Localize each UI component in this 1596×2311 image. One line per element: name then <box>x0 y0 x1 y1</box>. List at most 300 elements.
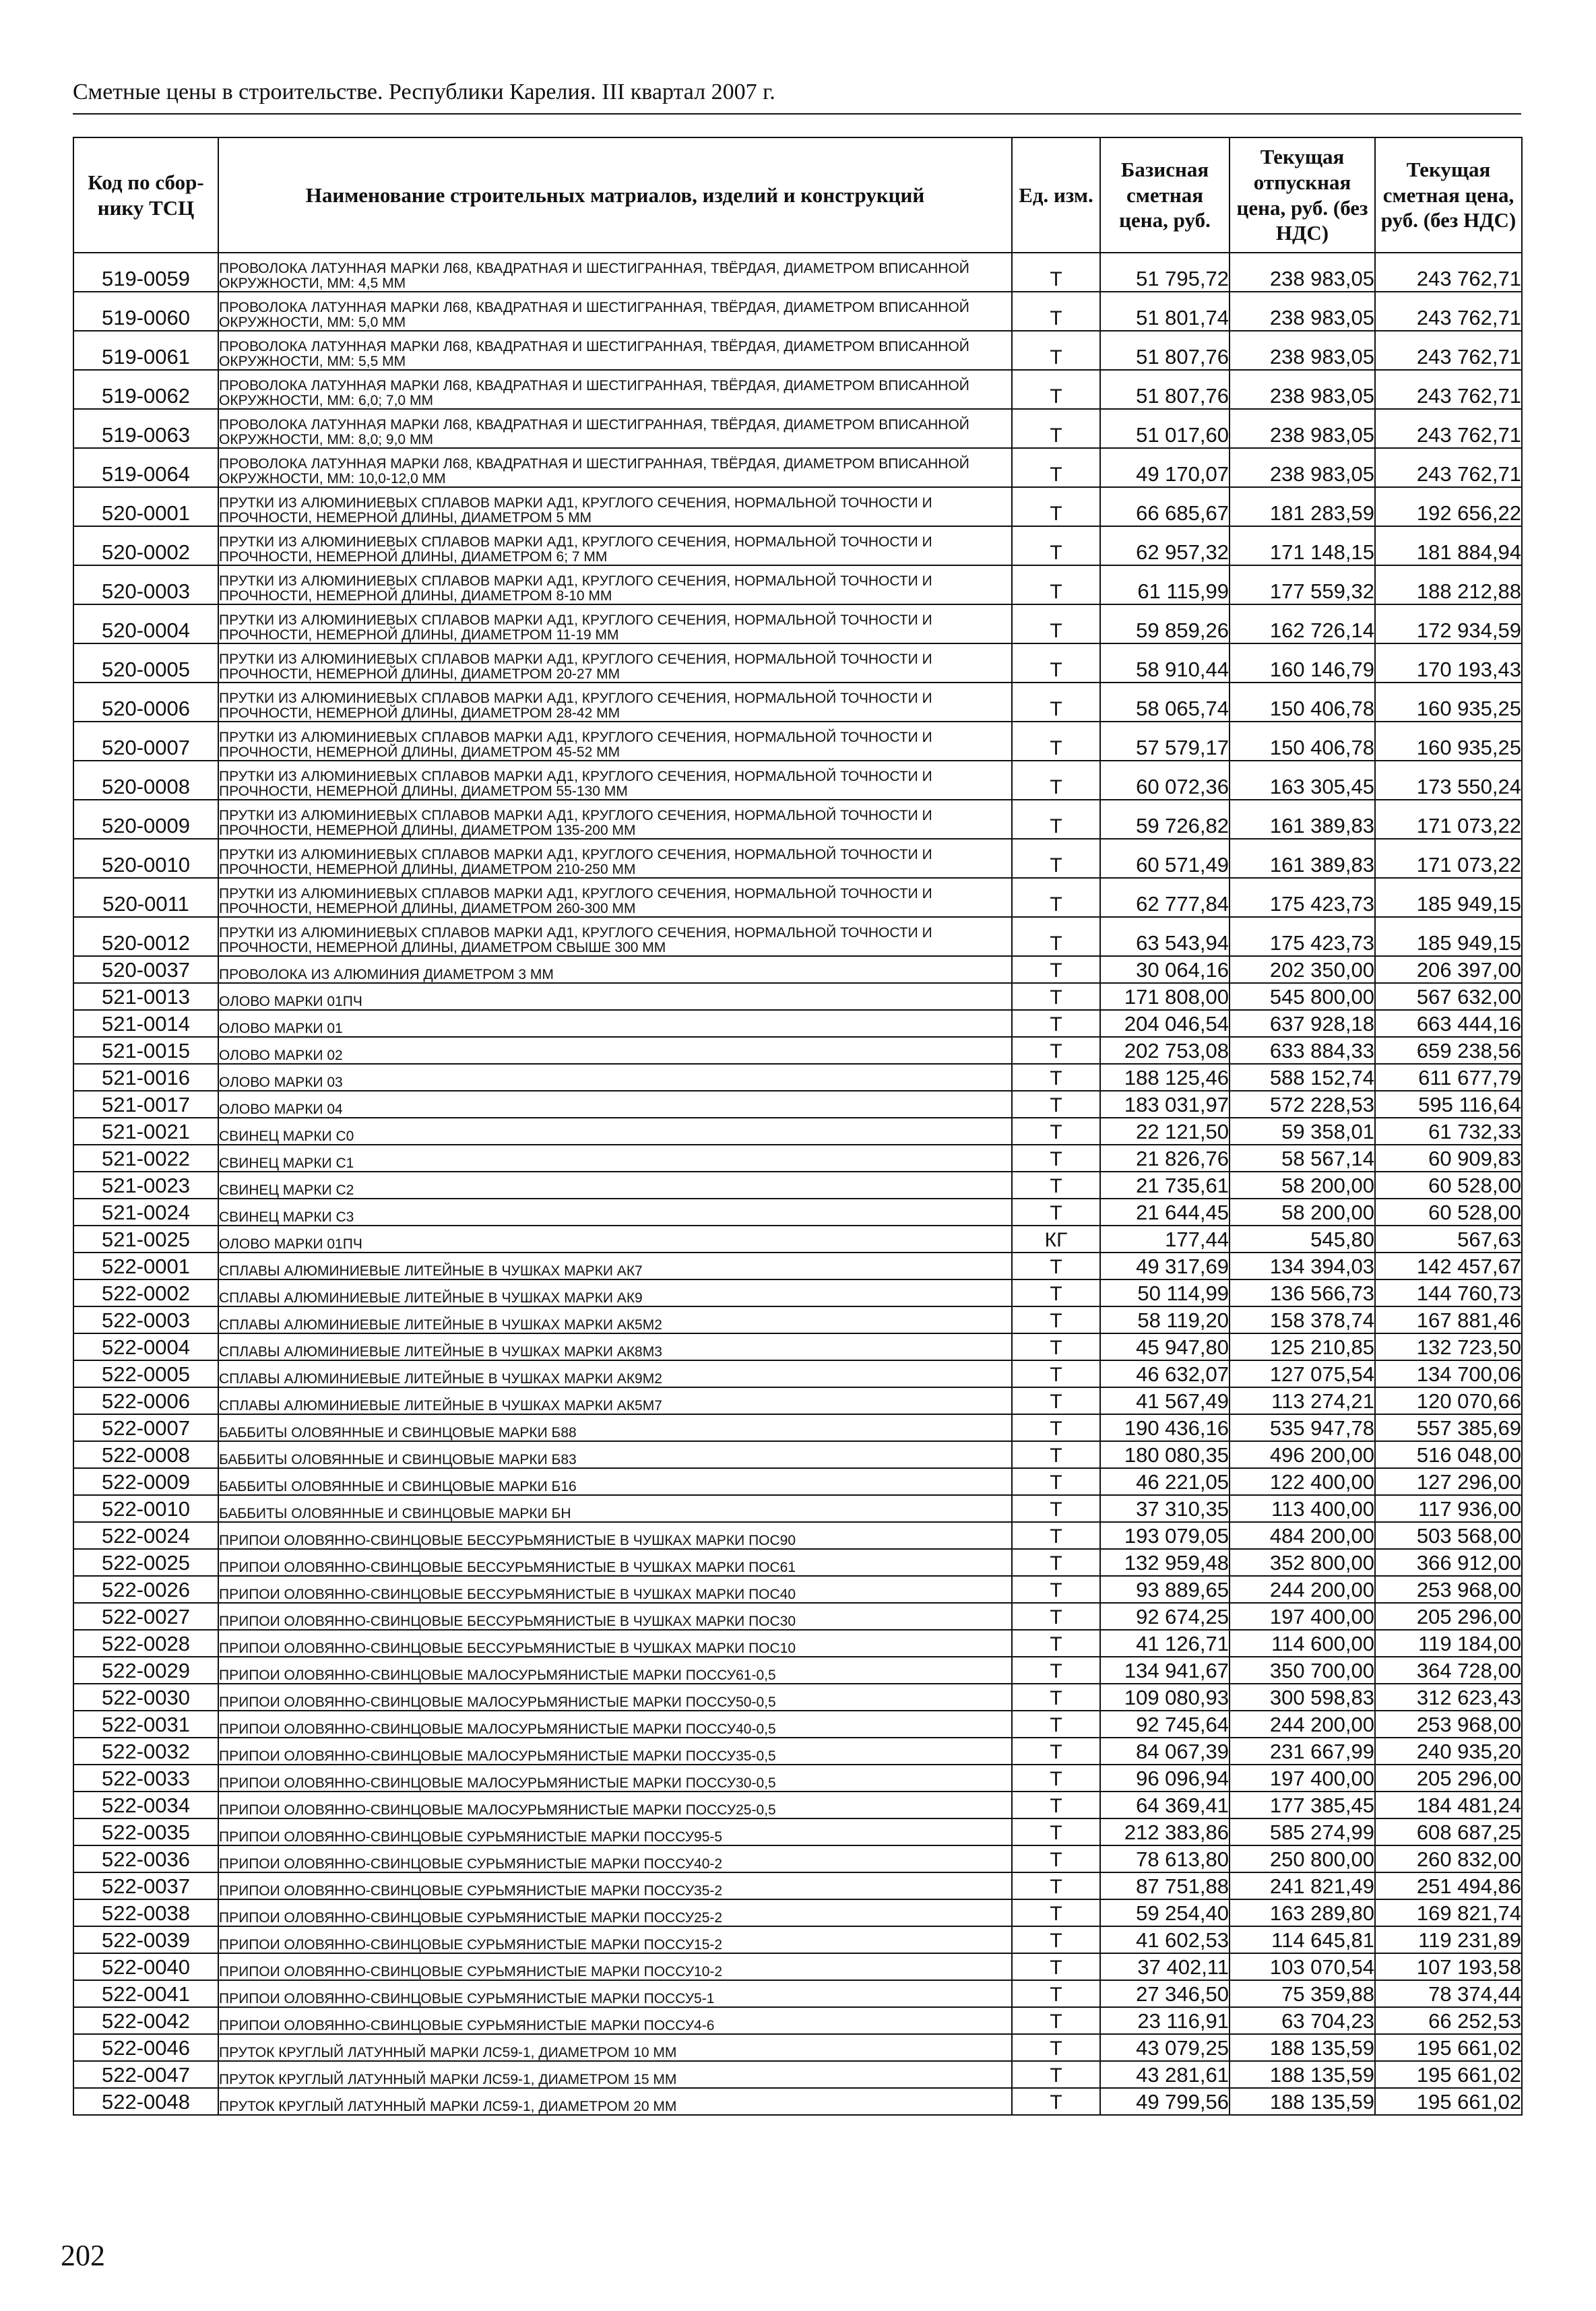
cell-release-price: 188 135,59 <box>1230 2088 1375 2115</box>
table-row <box>73 1818 1522 1845</box>
cell-release-price: 188 135,59 <box>1230 2034 1375 2061</box>
table-row <box>73 800 1522 839</box>
cell-estimate-price: 167 881,46 <box>1375 1306 1522 1333</box>
cell-base-price: 22 121,50 <box>1100 1118 1230 1145</box>
cell-estimate-price: 119 231,89 <box>1375 1926 1522 1953</box>
table-row <box>73 409 1522 448</box>
cell-name: БАББИТЫ ОЛОВЯННЫЕ И СВИНЦОВЫЕ МАРКИ Б16 <box>218 1468 1012 1495</box>
cell-base-price: 193 079,05 <box>1100 1522 1230 1549</box>
cell-unit: Т <box>1012 2088 1100 2115</box>
cell-unit: Т <box>1012 1333 1100 1360</box>
cell-unit: Т <box>1012 1792 1100 1818</box>
table-row <box>73 1037 1522 1064</box>
cell-estimate-price: 172 934,59 <box>1375 604 1522 643</box>
cell-release-price: 352 800,00 <box>1230 1549 1375 1576</box>
cell-estimate-price: 195 661,02 <box>1375 2034 1522 2061</box>
cell-name: ПРОВОЛОКА ИЗ АЛЮМИНИЯ ДИАМЕТРОМ 3 ММ <box>218 956 1012 983</box>
table-row <box>73 2088 1522 2115</box>
table-row <box>73 761 1522 800</box>
cell-estimate-price: 364 728,00 <box>1375 1657 1522 1684</box>
cell-estimate-price: 170 193,43 <box>1375 643 1522 683</box>
cell-code: 522-0010 <box>73 1495 218 1522</box>
cell-name: СВИНЕЦ МАРКИ С2 <box>218 1172 1012 1199</box>
cell-estimate-price: 260 832,00 <box>1375 1845 1522 1872</box>
cell-unit: Т <box>1012 2061 1100 2088</box>
cell-base-price: 51 795,72 <box>1100 253 1230 292</box>
cell-code: 520-0008 <box>73 761 218 800</box>
cell-name: ПРОВОЛОКА ЛАТУННАЯ МАРКИ Л68, КВАДРАТНАЯ И ШЕСТИГРАННАЯ, ТВЁРДАЯ, ДИАМЕТРОМ ВПИСАННОЙ ОКРУЖНОСТИ, ММ: 4,5 ММ <box>218 253 1012 292</box>
cell-base-price: 37 310,35 <box>1100 1495 1230 1522</box>
cell-unit: Т <box>1012 1711 1100 1738</box>
table-row <box>73 2034 1522 2061</box>
cell-code: 522-0048 <box>73 2088 218 2115</box>
cell-unit: Т <box>1012 1657 1100 1684</box>
cell-name: СПЛАВЫ АЛЮМИНИЕВЫЕ ЛИТЕЙНЫЕ В ЧУШКАХ МАРКИ АК9М2 <box>218 1360 1012 1387</box>
cell-name: СПЛАВЫ АЛЮМИНИЕВЫЕ ЛИТЕЙНЫЕ В ЧУШКАХ МАРКИ АК8М3 <box>218 1333 1012 1360</box>
cell-estimate-price: 240 935,20 <box>1375 1738 1522 1765</box>
cell-base-price: 49 799,56 <box>1100 2088 1230 2115</box>
cell-code: 522-0031 <box>73 1711 218 1738</box>
cell-code: 521-0015 <box>73 1037 218 1064</box>
cell-code: 519-0060 <box>73 292 218 331</box>
cell-base-price: 92 674,25 <box>1100 1603 1230 1630</box>
cell-code: 522-0006 <box>73 1387 218 1414</box>
cell-unit: Т <box>1012 604 1100 643</box>
table-row <box>73 1549 1522 1576</box>
cell-unit: Т <box>1012 253 1100 292</box>
table-row <box>73 1926 1522 1953</box>
cell-unit: Т <box>1012 1765 1100 1792</box>
cell-base-price: 43 281,61 <box>1100 2061 1230 2088</box>
cell-unit: Т <box>1012 1872 1100 1899</box>
cell-estimate-price: 663 444,16 <box>1375 1010 1522 1037</box>
cell-base-price: 21 735,61 <box>1100 1172 1230 1199</box>
cell-unit: Т <box>1012 292 1100 331</box>
cell-unit: Т <box>1012 1387 1100 1414</box>
cell-estimate-price: 171 073,22 <box>1375 839 1522 878</box>
cell-base-price: 46 632,07 <box>1100 1360 1230 1387</box>
cell-name: ПРИПОИ ОЛОВЯННО-СВИНЦОВЫЕ СУРЬМЯНИСТЫЕ МАРКИ ПОССУ10-2 <box>218 1953 1012 1980</box>
cell-code: 522-0038 <box>73 1899 218 1926</box>
table-row <box>73 956 1522 983</box>
table-row <box>73 1522 1522 1549</box>
table-row <box>73 565 1522 604</box>
table-row <box>73 1226 1522 1253</box>
cell-unit: Т <box>1012 2034 1100 2061</box>
table-row <box>73 1199 1522 1226</box>
cell-release-price: 163 289,80 <box>1230 1899 1375 1926</box>
cell-code: 522-0042 <box>73 2007 218 2034</box>
cell-release-price: 175 423,73 <box>1230 917 1375 956</box>
cell-name: БАББИТЫ ОЛОВЯННЫЕ И СВИНЦОВЫЕ МАРКИ БН <box>218 1495 1012 1522</box>
cell-estimate-price: 160 935,25 <box>1375 683 1522 722</box>
cell-base-price: 46 221,05 <box>1100 1468 1230 1495</box>
cell-base-price: 51 807,76 <box>1100 331 1230 370</box>
cell-code: 520-0001 <box>73 487 218 526</box>
cell-base-price: 21 644,45 <box>1100 1199 1230 1226</box>
table-row <box>73 722 1522 761</box>
cell-code: 522-0040 <box>73 1953 218 1980</box>
cell-unit: Т <box>1012 370 1100 409</box>
cell-name: ОЛОВО МАРКИ 01 <box>218 1010 1012 1037</box>
cell-name: ПРУТОК КРУГЛЫЙ ЛАТУННЫЙ МАРКИ ЛС59-1, ДИАМЕТРОМ 10 ММ <box>218 2034 1012 2061</box>
cell-release-price: 75 359,88 <box>1230 1980 1375 2007</box>
cell-code: 522-0036 <box>73 1845 218 1872</box>
cell-release-price: 136 566,73 <box>1230 1279 1375 1306</box>
cell-release-price: 545,80 <box>1230 1226 1375 1253</box>
cell-unit: Т <box>1012 1603 1100 1630</box>
cell-base-price: 180 080,35 <box>1100 1441 1230 1468</box>
cell-release-price: 161 389,83 <box>1230 800 1375 839</box>
cell-base-price: 202 753,08 <box>1100 1037 1230 1064</box>
cell-release-price: 127 075,54 <box>1230 1360 1375 1387</box>
cell-base-price: 62 777,84 <box>1100 878 1230 917</box>
table-row <box>73 683 1522 722</box>
cell-name: ПРОВОЛОКА ЛАТУННАЯ МАРКИ Л68, КВАДРАТНАЯ И ШЕСТИГРАННАЯ, ТВЁРДАЯ, ДИАМЕТРОМ ВПИСАННОЙ ОКРУЖНОСТИ, ММ: 8,0; 9,0 ММ <box>218 409 1012 448</box>
table-row <box>73 1468 1522 1495</box>
cell-base-price: 59 254,40 <box>1100 1899 1230 1926</box>
cell-base-price: 132 959,48 <box>1100 1549 1230 1576</box>
cell-base-price: 43 079,25 <box>1100 2034 1230 2061</box>
cell-name: ПРИПОИ ОЛОВЯННО-СВИНЦОВЫЕ МАЛОСУРЬМЯНИСТЫЕ МАРКИ ПОССУ25-0,5 <box>218 1792 1012 1818</box>
cell-estimate-price: 173 550,24 <box>1375 761 1522 800</box>
cell-name: ПРИПОИ ОЛОВЯННО-СВИНЦОВЫЕ БЕССУРЬМЯНИСТЫЕ В ЧУШКАХ МАРКИ ПОС61 <box>218 1549 1012 1576</box>
cell-estimate-price: 567 632,00 <box>1375 983 1522 1010</box>
cell-name: ПРУТКИ ИЗ АЛЮМИНИЕВЫХ СПЛАВОВ МАРКИ АД1, КРУГЛОГО СЕЧЕНИЯ, НОРМАЛЬНОЙ ТОЧНОСТИ И ПРОЧНОСТИ, НЕМЕРНОЙ ДЛИНЫ, ДИАМЕТРОМ 20-27 ММ <box>218 643 1012 683</box>
cell-estimate-price: 184 481,24 <box>1375 1792 1522 1818</box>
cell-release-price: 637 928,18 <box>1230 1010 1375 1037</box>
cell-name: ПРИПОИ ОЛОВЯННО-СВИНЦОВЫЕ СУРЬМЯНИСТЫЕ МАРКИ ПОССУ25-2 <box>218 1899 1012 1926</box>
cell-estimate-price: 60 909,83 <box>1375 1145 1522 1172</box>
cell-base-price: 212 383,86 <box>1100 1818 1230 1845</box>
cell-release-price: 150 406,78 <box>1230 722 1375 761</box>
cell-release-price: 58 200,00 <box>1230 1172 1375 1199</box>
table-row <box>73 1576 1522 1603</box>
cell-base-price: 49 170,07 <box>1100 448 1230 487</box>
cell-base-price: 84 067,39 <box>1100 1738 1230 1765</box>
cell-code: 522-0046 <box>73 2034 218 2061</box>
cell-estimate-price: 192 656,22 <box>1375 487 1522 526</box>
cell-estimate-price: 169 821,74 <box>1375 1899 1522 1926</box>
cell-code: 522-0008 <box>73 1441 218 1468</box>
cell-estimate-price: 132 723,50 <box>1375 1333 1522 1360</box>
cell-code: 521-0021 <box>73 1118 218 1145</box>
cell-name: СПЛАВЫ АЛЮМИНИЕВЫЕ ЛИТЕЙНЫЕ В ЧУШКАХ МАРКИ АК7 <box>218 1253 1012 1279</box>
cell-unit: Т <box>1012 1549 1100 1576</box>
cell-name: ПРУТКИ ИЗ АЛЮМИНИЕВЫХ СПЛАВОВ МАРКИ АД1, КРУГЛОГО СЕЧЕНИЯ, НОРМАЛЬНОЙ ТОЧНОСТИ И ПРОЧНОСТИ, НЕМЕРНОЙ ДЛИНЫ, ДИАМЕТРОМ 135-200 ММ <box>218 800 1012 839</box>
cell-name: ПРУТКИ ИЗ АЛЮМИНИЕВЫХ СПЛАВОВ МАРКИ АД1, КРУГЛОГО СЕЧЕНИЯ, НОРМАЛЬНОЙ ТОЧНОСТИ И ПРОЧНОСТИ, НЕМЕРНОЙ ДЛИНЫ, ДИАМЕТРОМ 45-52 ММ <box>218 722 1012 761</box>
table-row <box>73 1845 1522 1872</box>
table-row <box>73 1172 1522 1199</box>
cell-estimate-price: 206 397,00 <box>1375 956 1522 983</box>
cell-unit: Т <box>1012 565 1100 604</box>
cell-estimate-price: 253 968,00 <box>1375 1576 1522 1603</box>
cell-base-price: 134 941,67 <box>1100 1657 1230 1684</box>
cell-base-price: 171 808,00 <box>1100 983 1230 1010</box>
cell-name: ПРУТКИ ИЗ АЛЮМИНИЕВЫХ СПЛАВОВ МАРКИ АД1, КРУГЛОГО СЕЧЕНИЯ, НОРМАЛЬНОЙ ТОЧНОСТИ И ПРОЧНОСТИ, НЕМЕРНОЙ ДЛИНЫ, ДИАМЕТРОМ СВЫШЕ 300 ММ <box>218 917 1012 956</box>
cell-code: 519-0063 <box>73 409 218 448</box>
cell-base-price: 51 801,74 <box>1100 292 1230 331</box>
cell-unit: Т <box>1012 1953 1100 1980</box>
cell-unit: Т <box>1012 1926 1100 1953</box>
cell-release-price: 158 378,74 <box>1230 1306 1375 1333</box>
cell-name: ПРИПОИ ОЛОВЯННО-СВИНЦОВЫЕ БЕССУРЬМЯНИСТЫЕ В ЧУШКАХ МАРКИ ПОС10 <box>218 1630 1012 1657</box>
cell-code: 519-0062 <box>73 370 218 409</box>
cell-estimate-price: 66 252,53 <box>1375 2007 1522 2034</box>
table-row <box>73 1064 1522 1091</box>
cell-base-price: 27 346,50 <box>1100 1980 1230 2007</box>
table-row <box>73 448 1522 487</box>
cell-estimate-price: 195 661,02 <box>1375 2061 1522 2088</box>
cell-base-price: 51 017,60 <box>1100 409 1230 448</box>
cell-release-price: 160 146,79 <box>1230 643 1375 683</box>
cell-base-price: 58 119,20 <box>1100 1306 1230 1333</box>
table-row <box>73 526 1522 565</box>
table-row <box>73 1091 1522 1118</box>
cell-name: СВИНЕЦ МАРКИ С3 <box>218 1199 1012 1226</box>
cell-estimate-price: 205 296,00 <box>1375 1603 1522 1630</box>
cell-release-price: 535 947,78 <box>1230 1414 1375 1441</box>
cell-unit: Т <box>1012 1010 1100 1037</box>
cell-unit: Т <box>1012 1199 1100 1226</box>
cell-code: 522-0027 <box>73 1603 218 1630</box>
cell-unit: Т <box>1012 1899 1100 1926</box>
cell-code: 520-0010 <box>73 839 218 878</box>
cell-code: 522-0002 <box>73 1279 218 1306</box>
cell-code: 522-0001 <box>73 1253 218 1279</box>
cell-unit: Т <box>1012 1441 1100 1468</box>
header-rule <box>73 113 1521 115</box>
cell-estimate-price: 611 677,79 <box>1375 1064 1522 1091</box>
cell-estimate-price: 60 528,00 <box>1375 1172 1522 1199</box>
cell-estimate-price: 117 936,00 <box>1375 1495 1522 1522</box>
cell-code: 522-0047 <box>73 2061 218 2088</box>
cell-base-price: 41 602,53 <box>1100 1926 1230 1953</box>
cell-estimate-price: 243 762,71 <box>1375 448 1522 487</box>
table-row <box>73 331 1522 370</box>
table-row <box>73 1118 1522 1145</box>
cell-unit: Т <box>1012 1253 1100 1279</box>
cell-code: 522-0039 <box>73 1926 218 1953</box>
table-row <box>73 1792 1522 1818</box>
cell-name: БАББИТЫ ОЛОВЯННЫЕ И СВИНЦОВЫЕ МАРКИ Б88 <box>218 1414 1012 1441</box>
cell-release-price: 572 228,53 <box>1230 1091 1375 1118</box>
cell-code: 521-0013 <box>73 983 218 1010</box>
cell-release-price: 350 700,00 <box>1230 1657 1375 1684</box>
cell-name: СПЛАВЫ АЛЮМИНИЕВЫЕ ЛИТЕЙНЫЕ В ЧУШКАХ МАРКИ АК5М2 <box>218 1306 1012 1333</box>
cell-release-price: 161 389,83 <box>1230 839 1375 878</box>
cell-release-price: 103 070,54 <box>1230 1953 1375 1980</box>
cell-unit: Т <box>1012 800 1100 839</box>
cell-code: 522-0003 <box>73 1306 218 1333</box>
cell-unit: Т <box>1012 1064 1100 1091</box>
cell-estimate-price: 60 528,00 <box>1375 1199 1522 1226</box>
table-row <box>73 1630 1522 1657</box>
cell-code: 522-0004 <box>73 1333 218 1360</box>
cell-release-price: 197 400,00 <box>1230 1603 1375 1630</box>
cell-estimate-price: 608 687,25 <box>1375 1818 1522 1845</box>
cell-name: ОЛОВО МАРКИ 01ПЧ <box>218 1226 1012 1253</box>
cell-base-price: 57 579,17 <box>1100 722 1230 761</box>
cell-base-price: 87 751,88 <box>1100 1872 1230 1899</box>
col-header-estimate-price: Текущая сметная цена, руб. (без НДС) <box>1375 137 1522 253</box>
cell-base-price: 63 543,94 <box>1100 917 1230 956</box>
cell-release-price: 188 135,59 <box>1230 2061 1375 2088</box>
table-row <box>73 1657 1522 1684</box>
cell-release-price: 241 821,49 <box>1230 1872 1375 1899</box>
cell-base-price: 183 031,97 <box>1100 1091 1230 1118</box>
cell-unit: Т <box>1012 761 1100 800</box>
cell-base-price: 190 436,16 <box>1100 1414 1230 1441</box>
cell-release-price: 113 274,21 <box>1230 1387 1375 1414</box>
table-row <box>73 2061 1522 2088</box>
cell-estimate-price: 185 949,15 <box>1375 917 1522 956</box>
cell-unit: Т <box>1012 1172 1100 1199</box>
cell-release-price: 250 800,00 <box>1230 1845 1375 1872</box>
cell-name: ОЛОВО МАРКИ 03 <box>218 1064 1012 1091</box>
cell-estimate-price: 185 949,15 <box>1375 878 1522 917</box>
table-row <box>73 1145 1522 1172</box>
cell-base-price: 50 114,99 <box>1100 1279 1230 1306</box>
cell-release-price: 585 274,99 <box>1230 1818 1375 1845</box>
cell-code: 520-0003 <box>73 565 218 604</box>
table-row <box>73 1711 1522 1738</box>
cell-unit: Т <box>1012 722 1100 761</box>
cell-estimate-price: 119 184,00 <box>1375 1630 1522 1657</box>
cell-base-price: 21 826,76 <box>1100 1145 1230 1172</box>
cell-name: ПРОВОЛОКА ЛАТУННАЯ МАРКИ Л68, КВАДРАТНАЯ И ШЕСТИГРАННАЯ, ТВЁРДАЯ, ДИАМЕТРОМ ВПИСАННОЙ ОКРУЖНОСТИ, ММ: 10,0-12,0 ММ <box>218 448 1012 487</box>
cell-base-price: 58 065,74 <box>1100 683 1230 722</box>
cell-unit: Т <box>1012 956 1100 983</box>
cell-release-price: 633 884,33 <box>1230 1037 1375 1064</box>
cell-unit: Т <box>1012 1306 1100 1333</box>
table-row <box>73 1360 1522 1387</box>
cell-release-price: 177 559,32 <box>1230 565 1375 604</box>
cell-unit: Т <box>1012 1738 1100 1765</box>
cell-name: СПЛАВЫ АЛЮМИНИЕВЫЕ ЛИТЕЙНЫЕ В ЧУШКАХ МАРКИ АК5М7 <box>218 1387 1012 1414</box>
cell-name: ПРИПОИ ОЛОВЯННО-СВИНЦОВЫЕ МАЛОСУРЬМЯНИСТЫЕ МАРКИ ПОССУ61-0,5 <box>218 1657 1012 1684</box>
cell-code: 522-0034 <box>73 1792 218 1818</box>
table-row <box>73 292 1522 331</box>
cell-name: ПРУТКИ ИЗ АЛЮМИНИЕВЫХ СПЛАВОВ МАРКИ АД1, КРУГЛОГО СЕЧЕНИЯ, НОРМАЛЬНОЙ ТОЧНОСТИ И ПРОЧНОСТИ, НЕМЕРНОЙ ДЛИНЫ, ДИАМЕТРОМ 260-300 ММ <box>218 878 1012 917</box>
cell-estimate-price: 144 760,73 <box>1375 1279 1522 1306</box>
cell-name: БАББИТЫ ОЛОВЯННЫЕ И СВИНЦОВЫЕ МАРКИ Б83 <box>218 1441 1012 1468</box>
col-header-base-price: Базисная сметная цена, руб. <box>1100 137 1230 253</box>
table-row <box>73 1253 1522 1279</box>
cell-estimate-price: 107 193,58 <box>1375 1953 1522 1980</box>
cell-estimate-price: 251 494,86 <box>1375 1872 1522 1899</box>
cell-code: 522-0009 <box>73 1468 218 1495</box>
cell-release-price: 114 645,81 <box>1230 1926 1375 1953</box>
cell-unit: Т <box>1012 878 1100 917</box>
cell-estimate-price: 312 623,43 <box>1375 1684 1522 1711</box>
cell-release-price: 238 983,05 <box>1230 448 1375 487</box>
cell-release-price: 175 423,73 <box>1230 878 1375 917</box>
cell-release-price: 177 385,45 <box>1230 1792 1375 1818</box>
page-number: 202 <box>61 2239 105 2272</box>
cell-name: ПРИПОИ ОЛОВЯННО-СВИНЦОВЫЕ МАЛОСУРЬМЯНИСТЫЕ МАРКИ ПОССУ30-0,5 <box>218 1765 1012 1792</box>
cell-name: ПРУТКИ ИЗ АЛЮМИНИЕВЫХ СПЛАВОВ МАРКИ АД1, КРУГЛОГО СЕЧЕНИЯ, НОРМАЛЬНОЙ ТОЧНОСТИ И ПРОЧНОСТИ, НЕМЕРНОЙ ДЛИНЫ, ДИАМЕТРОМ 6; 7 ММ <box>218 526 1012 565</box>
cell-estimate-price: 243 762,71 <box>1375 292 1522 331</box>
cell-code: 522-0028 <box>73 1630 218 1657</box>
cell-code: 521-0017 <box>73 1091 218 1118</box>
table-row <box>73 1279 1522 1306</box>
table-row <box>73 1441 1522 1468</box>
cell-code: 520-0011 <box>73 878 218 917</box>
cell-estimate-price: 659 238,56 <box>1375 1037 1522 1064</box>
cell-code: 522-0033 <box>73 1765 218 1792</box>
cell-unit: Т <box>1012 1630 1100 1657</box>
cell-estimate-price: 61 732,33 <box>1375 1118 1522 1145</box>
cell-estimate-price: 142 457,67 <box>1375 1253 1522 1279</box>
cell-unit: Т <box>1012 1118 1100 1145</box>
cell-base-price: 64 369,41 <box>1100 1792 1230 1818</box>
cell-release-price: 171 148,15 <box>1230 526 1375 565</box>
cell-estimate-price: 557 385,69 <box>1375 1414 1522 1441</box>
cell-name: ПРИПОИ ОЛОВЯННО-СВИНЦОВЫЕ МАЛОСУРЬМЯНИСТЫЕ МАРКИ ПОССУ50-0,5 <box>218 1684 1012 1711</box>
cell-release-price: 58 200,00 <box>1230 1199 1375 1226</box>
cell-code: 519-0064 <box>73 448 218 487</box>
cell-code: 522-0005 <box>73 1360 218 1387</box>
cell-code: 521-0024 <box>73 1199 218 1226</box>
cell-unit: Т <box>1012 643 1100 683</box>
table-row <box>73 604 1522 643</box>
cell-base-price: 45 947,80 <box>1100 1333 1230 1360</box>
table-row <box>73 1738 1522 1765</box>
cell-name: ПРИПОИ ОЛОВЯННО-СВИНЦОВЫЕ СУРЬМЯНИСТЫЕ МАРКИ ПОССУ95-5 <box>218 1818 1012 1845</box>
table-row <box>73 1684 1522 1711</box>
cell-estimate-price: 243 762,71 <box>1375 409 1522 448</box>
cell-code: 520-0006 <box>73 683 218 722</box>
cell-name: ПРУТКИ ИЗ АЛЮМИНИЕВЫХ СПЛАВОВ МАРКИ АД1, КРУГЛОГО СЕЧЕНИЯ, НОРМАЛЬНОЙ ТОЧНОСТИ И ПРОЧНОСТИ, НЕМЕРНОЙ ДЛИНЫ, ДИАМЕТРОМ 5 ММ <box>218 487 1012 526</box>
cell-code: 520-0002 <box>73 526 218 565</box>
cell-base-price: 61 115,99 <box>1100 565 1230 604</box>
cell-name: СВИНЕЦ МАРКИ С0 <box>218 1118 1012 1145</box>
cell-release-price: 197 400,00 <box>1230 1765 1375 1792</box>
cell-code: 522-0035 <box>73 1818 218 1845</box>
cell-unit: КГ <box>1012 1226 1100 1253</box>
cell-name: ПРИПОИ ОЛОВЯННО-СВИНЦОВЫЕ СУРЬМЯНИСТЫЕ МАРКИ ПОССУ5-1 <box>218 1980 1012 2007</box>
cell-name: ПРИПОИ ОЛОВЯННО-СВИНЦОВЫЕ СУРЬМЯНИСТЫЕ МАРКИ ПОССУ4-6 <box>218 2007 1012 2034</box>
cell-name: ПРУТКИ ИЗ АЛЮМИНИЕВЫХ СПЛАВОВ МАРКИ АД1, КРУГЛОГО СЕЧЕНИЯ, НОРМАЛЬНОЙ ТОЧНОСТИ И ПРОЧНОСТИ, НЕМЕРНОЙ ДЛИНЫ, ДИАМЕТРОМ 11-19 ММ <box>218 604 1012 643</box>
cell-base-price: 62 957,32 <box>1100 526 1230 565</box>
cell-release-price: 238 983,05 <box>1230 292 1375 331</box>
cell-release-price: 300 598,83 <box>1230 1684 1375 1711</box>
cell-base-price: 59 726,82 <box>1100 800 1230 839</box>
cell-code: 520-0009 <box>73 800 218 839</box>
cell-unit: Т <box>1012 1279 1100 1306</box>
cell-name: ПРУТКИ ИЗ АЛЮМИНИЕВЫХ СПЛАВОВ МАРКИ АД1, КРУГЛОГО СЕЧЕНИЯ, НОРМАЛЬНОЙ ТОЧНОСТИ И ПРОЧНОСТИ, НЕМЕРНОЙ ДЛИНЫ, ДИАМЕТРОМ 210-250 ММ <box>218 839 1012 878</box>
cell-base-price: 177,44 <box>1100 1226 1230 1253</box>
cell-estimate-price: 171 073,22 <box>1375 800 1522 839</box>
table-row <box>73 1306 1522 1333</box>
cell-estimate-price: 188 212,88 <box>1375 565 1522 604</box>
cell-release-price: 238 983,05 <box>1230 331 1375 370</box>
cell-unit: Т <box>1012 331 1100 370</box>
cell-unit: Т <box>1012 448 1100 487</box>
table-row <box>73 370 1522 409</box>
cell-estimate-price: 243 762,71 <box>1375 331 1522 370</box>
table-row <box>73 1872 1522 1899</box>
table-header-row <box>73 137 1522 253</box>
cell-unit: Т <box>1012 526 1100 565</box>
cell-code: 521-0022 <box>73 1145 218 1172</box>
cell-code: 520-0012 <box>73 917 218 956</box>
table-row <box>73 643 1522 683</box>
cell-name: ОЛОВО МАРКИ 04 <box>218 1091 1012 1118</box>
cell-release-price: 181 283,59 <box>1230 487 1375 526</box>
col-header-unit: Ед. изм. <box>1012 137 1100 253</box>
